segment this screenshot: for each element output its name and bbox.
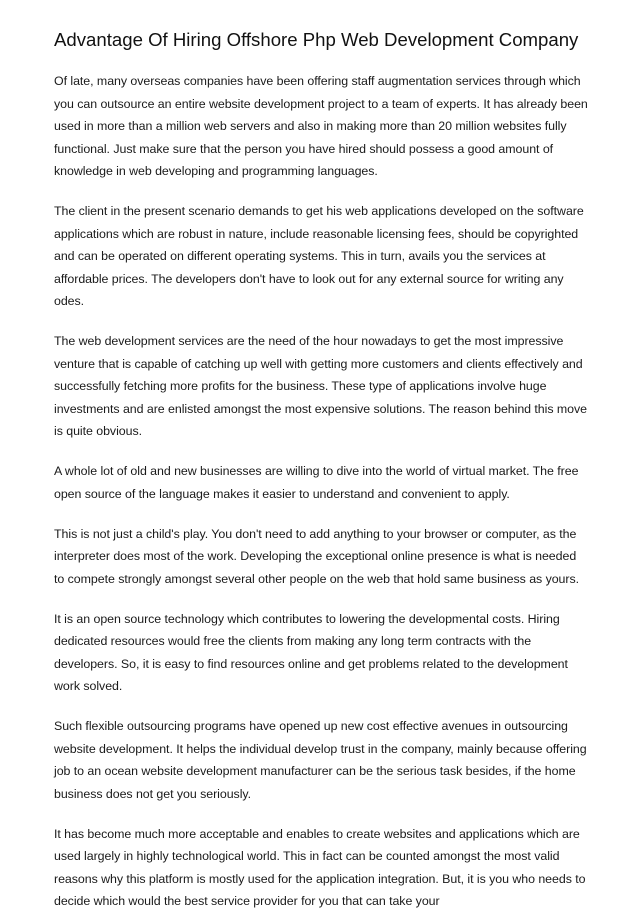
paragraph-5: This is not just a child's play. You don't need to add anything to your browser or computer, as the interpreter does most of the work. Developing the exceptional online presence is what is needed to compete strongly amongst several other people on the web that hold same business as yours. (54, 526, 580, 586)
paragraph-8: It has become much more acceptable and enables to create websites and applications which are used largely in highly technological world. This in fact can be counted amongst the most valid reasons why this platform is mostly used for the application integration. But, it is you who needs to decide which would the best service provider for you that can take your (54, 826, 586, 908)
paragraph-6: It is an open source technology which contributes to lowering the developmental costs. Hiring dedicated resources would free the clients from making any long term contracts with the developers. So, it is easy to find resources online and get problems related to the development work solved. (54, 611, 568, 693)
paragraph-1: Of late, many overseas companies have been offering staff augmentation services through which you can outsource an entire website development project to a team of experts. It has already been used in more than a million web servers and also in making more than 20 million websites fully functional. Just make sure that the person you have hired should possess a good amount of knowledge in web developing and programming languages. (54, 74, 588, 178)
page-title: Advantage Of Hiring Offshore Php Web Development Company (54, 29, 579, 50)
document-page (54, 29, 589, 913)
paragraph-4: A whole lot of old and new businesses are willing to dive into the world of virtual market. The free open source of the language makes it easier to understand and convenient to apply. (54, 464, 579, 501)
paragraph-3: The web development services are the need of the hour nowadays to get the most impressive venture that is capable of catching up well with getting more customers and clients effectively and successfully fetching more profits for the business. These type of applications involve huge investments and are enlisted amongst the most expensive solutions. The reason behind this move is quite obvious. (54, 334, 587, 438)
paragraph-7: Such flexible outsourcing programs have opened up new cost effective avenues in outsourcing website development. It helps the individual develop trust in the company, mainly because offering job to an ocean website development manufacturer can be the serious task besides, if the home business does not get you seriously. (54, 719, 587, 801)
paragraph-2: The client in the present scenario demands to get his web applications developed on the software applications which are robust in nature, include reasonable licensing fees, should be copyrighted and can be operated on different operating systems. This in turn, avails you the services at affordable prices. The developers don't have to look out for any external source for writing any odes. (54, 204, 584, 308)
